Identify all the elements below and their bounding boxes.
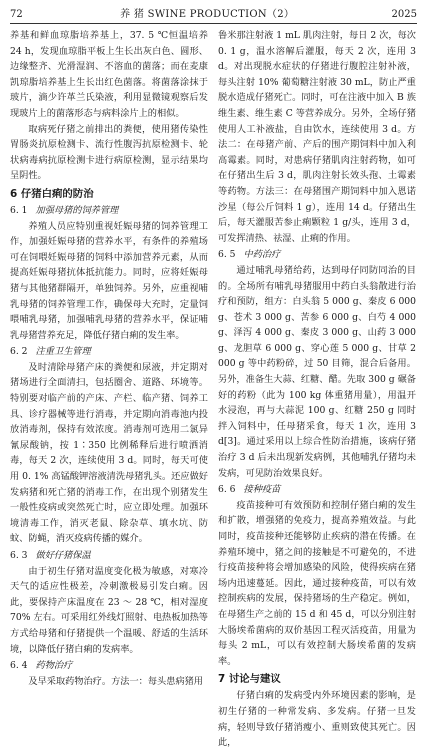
subsection-heading xyxy=(10,203,208,219)
subsection-title: 药物治疗 xyxy=(35,660,73,672)
subsection-heading xyxy=(10,344,208,360)
subsection-heading xyxy=(10,658,208,674)
subsection-heading xyxy=(218,482,416,498)
paragraph: 通过哺乳母猪给药，达到母仔同防同治的目的。全场所有哺乳母猪服用中药白头翁散进行治疗和预防，组方：白头翁 5 000 g、秦皮 6 000 g、苍术 3 000 g、苦参 6 000 g、白芍 4 000 g、泽泻 4 000 g、秦皮 3 000 g、山药 3 000 g、龙胆草 6 000 g、穿心莲 5 000 g、甘草 2 000 g 等中药粉碎，过 50 目筛，混合后备用。另外，准备生大蒜、红糖、醋。先取 300 g 碾备好的药粉（此为 100 kg 体重猪用量），用温开水浸泡，再与大蒜泥 100 g、红糖 250 g 同时拌入饲料中，任母猪采食，每天 1 次，连用 3 d[3]。通过采用以上综合性防治措施，该病仔猪治疗 3 d 后未出现新发病例，其他哺乳仔猪均未发病，可见防治效果良好。 xyxy=(218,264,416,479)
page-header xyxy=(10,6,417,20)
paragraph: 由于初生仔猪对温度变化极为敏感，对寒冷天气的适应性极差，冷刺激极易引发白痢。因此，要保持产床温度在 23 ～ 28 ℃，相对湿度 70% 左右。可采用红外线灯照射、电热板加热等方式给母猪和仔猪提供一个温暖、舒适的生活环境，以降低仔猪白痢的发病率。 xyxy=(10,565,208,655)
subsection-title: 中药治疗 xyxy=(243,249,281,261)
left-column xyxy=(10,28,208,751)
paragraph: 取病死仔猪之前排出的粪便，使用猪传染性胃肠炎抗原检测卡、流行性腹泻抗原检测卡、轮状病毒病抗原检测卡进行病原检测，显示结果均呈阴性。 xyxy=(10,123,208,182)
paragraph: 养殖人员应特别重视妊娠母猪的饲养管理工作，加强妊娠母猪的营养水平，有条件的养殖场可在饲喂妊娠母猪的饲料中添加营养元素，从而提高妊娠母猪抗体抵抗能力。同时，应将妊娠母猪与其他猪群隔开，单独饲养。另外，应重视哺乳母猪的饲养管理工作，确保母大充时，定量饲喂哺乳母猪，加强哺乳母猪的营养水平，保证哺乳母猪营养充足，降低仔猪白痢的发生率。 xyxy=(10,220,208,341)
paragraph: 及时清除母猪产床的粪便和尿液，并定期对猪场进行全面清扫，包括圈舍、道路、环境等。特别要对临产前的产床、产栏、临产猪、饲养工具、诊疗器械等进行消毒，并定期向消毒池内投放消毒剂，保持有效浓度。消毒剂可选用二氯异氰尿酸钠，按 1∶350 比例稀释后进行喷洒消毒，每天 2 次，连续使用 3 d。同时，每天可使用 0. 1% 高锰酸钾溶液清洗母猪乳头。还应做好发病猪和死亡猪的消毒工作，在出现个别猪发生一般性疫病或突然死亡时，应立即处理。加强环境清毒工作，消灭老鼠、除杂草、填水坑、防蚊、防蝇，消灭疫病传播的媒介。 xyxy=(10,361,208,545)
header-rule xyxy=(10,23,417,24)
section-heading: 6 仔猪白痢的防治 xyxy=(10,187,94,200)
subsection-title: 加强母猪的饲养管理 xyxy=(35,204,119,216)
journal-year: 2025 xyxy=(391,9,417,20)
article-body xyxy=(10,28,417,751)
paragraph: 鲁米那注射液 1 mL 肌肉注射，每日 2 次，每次 0. 1 g，温水溶解后灌服，每天 2 次，连用 3 d。对出现脱水症状的仔猪进行腹腔注射补液，每头注射 10% 葡萄糖注射液 30 mL，防止严重脱水造成仔猪死亡。同时，可在注液中加入 B 族维生素、维生素 C 等营养成分。另外，全场仔猪使用人工补液盐，自由饮水，连续使用 3 d。方法二：在母猪产前、产后的围产期饲料中加入利高霉素。同时，对患病仔猪肌肉注射药物，如可在仔猪出生后 3 d，肌肉注射长效头孢、土霉素等药物。方法三：在母猪围产期饲料中加入恩诺沙星（每公斤饲料 1 g），连用 14 d。仔猪出生后，每天灌服苦参止痢颗粒 1 g/头，连用 3 d，可发挥清热、祛湿、止痢的作用。 xyxy=(218,30,416,244)
paragraph: 及早采取药物治疗。方法一：每头患病猪用 xyxy=(28,675,203,687)
paragraph: 养基和鲜血琼脂培养基上，37. 5 ℃恒温培养 24 h，发现血琼脂平板上生长出灰白色、圆形、边缘整齐、光滑湿润、不溶血的菌落；而在麦康凯琼脂培养基上生长出红色菌落。将菌落涂抹于玻片，滴少许革兰氏染液，利用显微镜观察后发现玻片上的菌落形态与病料涂片上的相似。 xyxy=(10,30,208,119)
subsection-number: 6. 3 xyxy=(10,550,28,561)
subsection-heading xyxy=(10,548,208,564)
journal-title: 养 猪 SWINE PRODUCTION（2） xyxy=(120,9,295,20)
subsection-title: 接种疫苗 xyxy=(243,484,281,496)
section-heading: 7 讨论与建议 xyxy=(218,673,281,686)
subsection-heading xyxy=(218,247,416,263)
subsection-number: 6. 1 xyxy=(10,204,28,216)
subsection-number: 6. 5 xyxy=(218,249,236,261)
paragraph: 疫苗接种可有效预防和控制仔猪白痢的发生和扩散，增强猪的免疫力，提高养殖效益。与此同时，疫苗接种还能够防止疾病的潜在传播。在养殖环境中，猪之间的接触是不可避免的，不进行疫苗接种将会增加感染的风险，使得疾病在猪场内迅速蔓延。因此，通过接种疫苗，可以有效控制疾病的发展，保持猪场的生产稳定。例如，在母猪生产之前的 15 d 和 45 d，可以分别注射大肠埃希菌病的双价基因工程灭活疫苗，用量为每头 2 mL，可以有效控制大肠埃希菌的发病率。 xyxy=(218,499,416,667)
subsection-number: 6. 6 xyxy=(218,484,236,496)
subsection-number: 6. 4 xyxy=(10,660,28,672)
paragraph: 仔猪白痢的发病受内外环境因素的影响，是初生仔猪的一种常发病、多发病。仔猪一旦发病，轻则导致仔猪消瘦小、重则致使其死亡。因此， xyxy=(218,690,416,749)
subsection-title: 做好仔猪保温 xyxy=(35,550,91,561)
subsection-number: 6. 2 xyxy=(10,346,28,358)
right-column xyxy=(218,28,416,751)
subsection-title: 注重卫生管理 xyxy=(35,346,91,358)
page-number: 72 xyxy=(10,9,23,20)
